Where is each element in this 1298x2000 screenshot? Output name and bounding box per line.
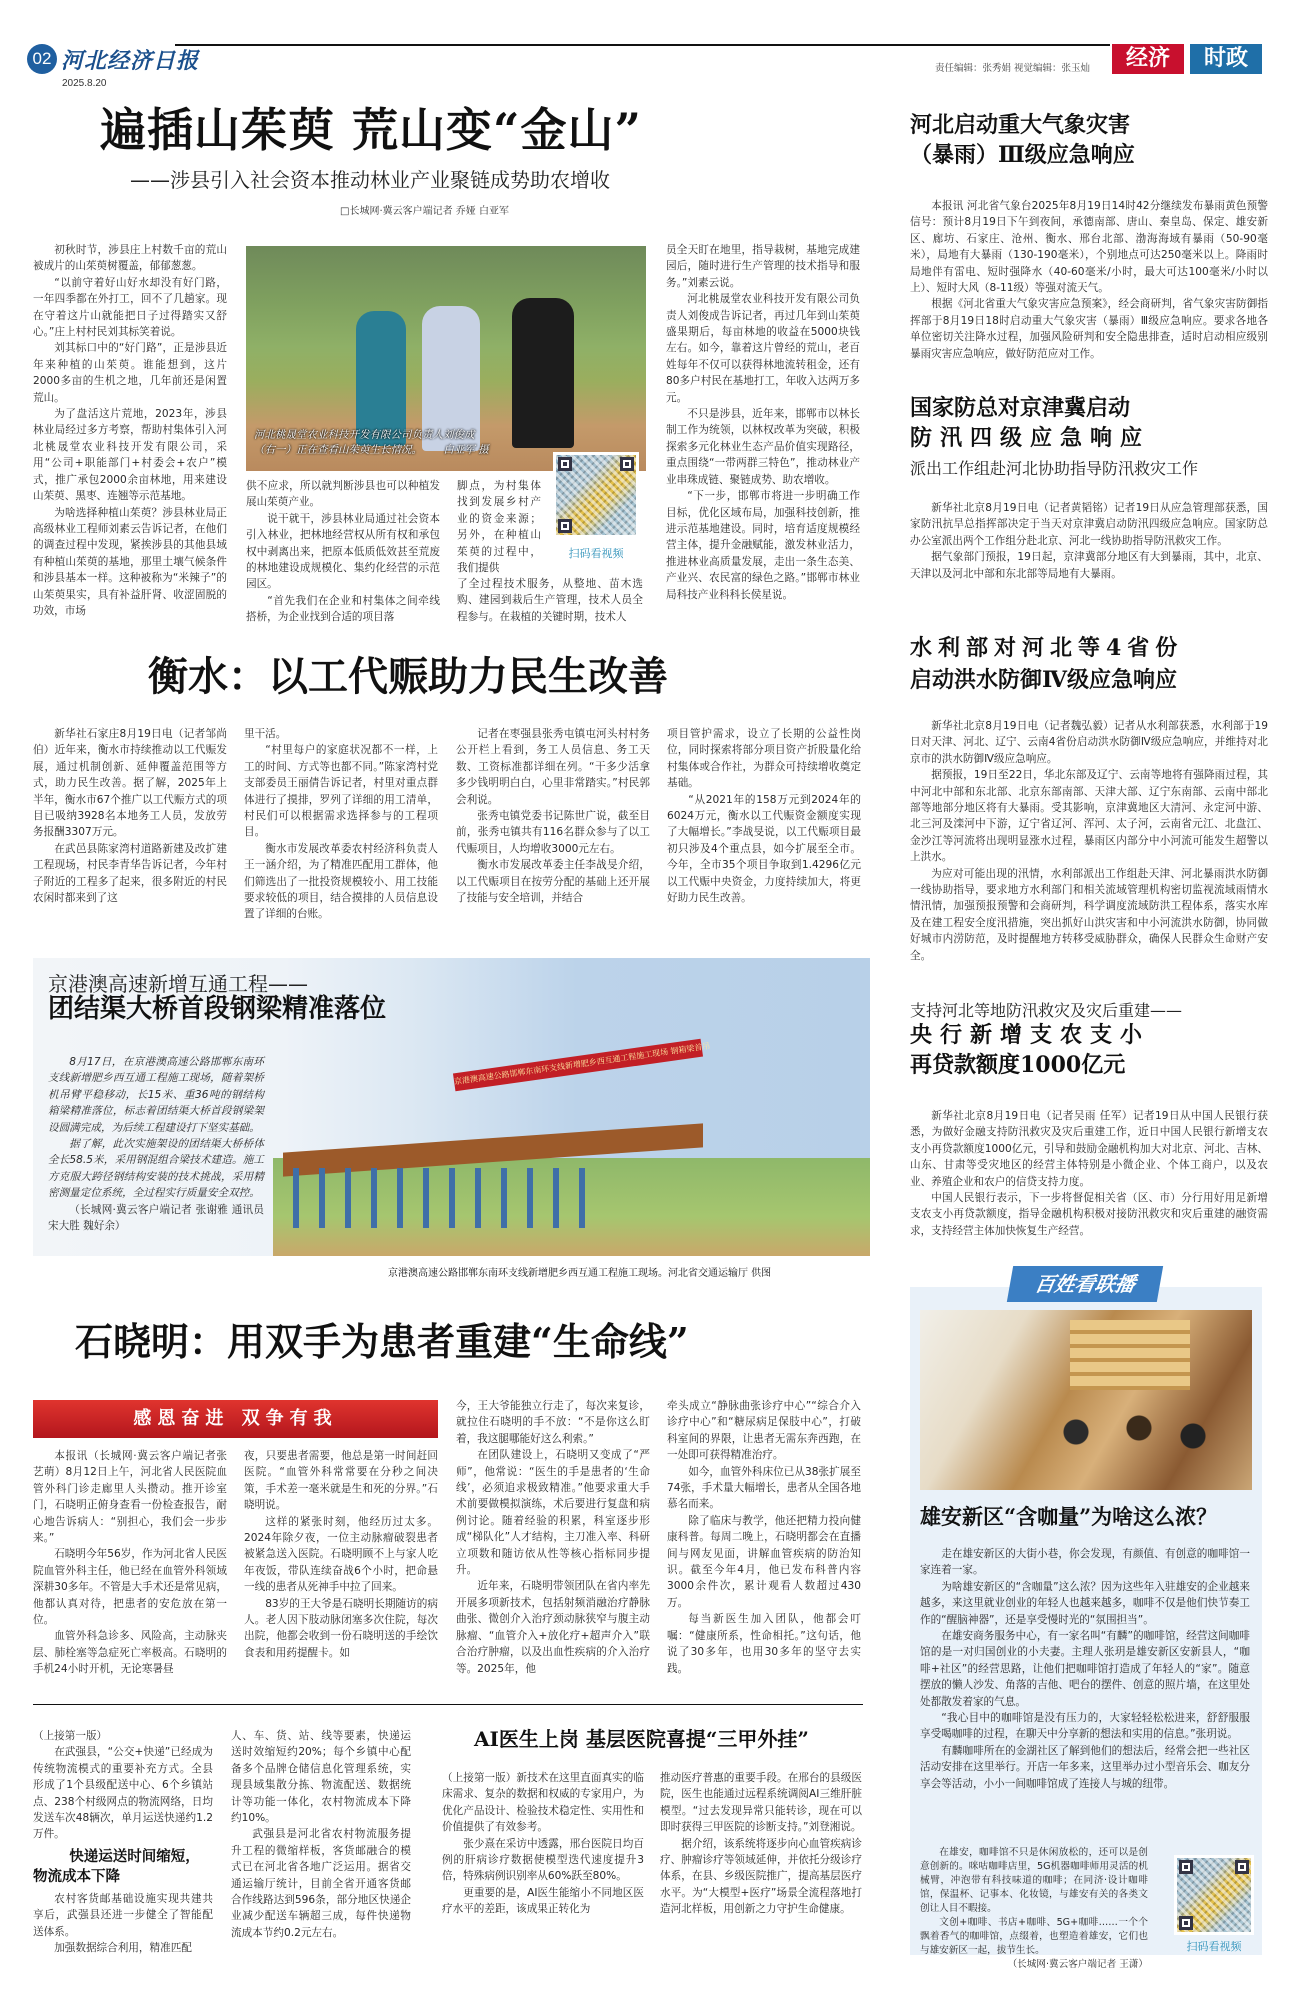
paragraph: 根据《河北省重大气象灾害应急预案》，经会商研判，省气象灾害防御指挥部于8月19日18时启动重大气象灾害（暴雨）Ⅲ级应急响应。要求各地各单位密切关注降水过程，加强风险研判和安全隐患排查，适时启动相应级别暴雨灾害应急响应，做好防范应对工作。 — [910, 298, 1268, 360]
paragraph: 脚点，为村集体找到发展乡村产业的资金来源；另外，在种植山茱萸的过程中，我们提供 — [457, 480, 541, 575]
section-tag-economy-label: 经济 — [1125, 46, 1170, 71]
photo-shelf — [1070, 1320, 1190, 1390]
weather-headline — [910, 110, 1135, 170]
pboc-headline-line1: 央行新增支农支小 — [910, 1022, 1151, 1048]
lead-column-3 — [457, 478, 541, 576]
water-resources-headline-line1: 水利部对河北等4省份 — [910, 635, 1184, 661]
paragraph: 新华社北京8月19日电（记者吴雨 任军）记者19日从中国人民银行获悉，为做好金融支持防汛救灾及灾后重建工作，近日中国人民银行新增支农支小再贷款额度1000亿元，引导和鼓励金融机构加大对北京、河北、吉林、山东、甘肃等受灾地区的经营主体特别是小微企业、个体工商户，以及农业、养殖企业和农户的信贷支持力度。 — [910, 1110, 1268, 1188]
photo-caption-line1: 河北桃晟堂农业科技开发有限公司负责人刘俊成 — [254, 429, 475, 441]
weather-headline-line2: （暴雨）Ⅲ级应急响应 — [910, 142, 1135, 168]
shi-headline: 石晓明：用双手为患者重建“生命线” — [75, 1319, 689, 1364]
paragraph: 在雄安，咖啡馆不只是休闲放松的，还可以是创意创新的。咪咕咖啡店里，5G机器咖啡师用灵活的机械臂，冲泡带有科技味道的咖啡；在同济·设计咖啡馆，保温杯、记事本、化妆镜，与雄安有关的各类文创让人目不暇接。 — [920, 1847, 1148, 1914]
flood-control-headline-line1: 国家防总对京津冀启动 — [910, 395, 1131, 421]
flood-control-headline — [910, 393, 1150, 453]
xiongan-banner-text: 百姓看联播 — [1032, 1272, 1138, 1296]
paragraph: “首先我们在企业和村集体之间牵线搭桥，为企业找到合适的项目落 — [246, 594, 440, 624]
paragraph: 8月17日，在京港澳高速公路邯郸东南环支线新增肥乡西互通工程施工现场，随着架桥机吊臂平稳移动，长15米、重36吨的钢结构箱梁精准落位，标志着团结渠大桥首段钢梁架设圆满完成，为后续工程建设打下坚实基础。 — [48, 1056, 264, 1134]
paragraph: （上接第一版）新技术在这里直面真实的临床需求、复杂的数据和权威的专家用户，为优化产品设计、检验技术稳定性、实用性和价值提供了有效参考。 — [442, 1772, 644, 1834]
paragraph: 新华社北京8月19日电（记者魏弘毅）记者从水利部获悉，水利部于19日对天津、河北、辽宁、云南4省份启动洪水防御Ⅳ级应急响应，并维持对北京市的洪水防御Ⅳ级应急响应。 — [910, 720, 1268, 765]
lead-qr-label: 扫码看视频 — [568, 547, 624, 560]
paragraph: 衡水市发展改革委主任李战旻介绍，以工代赈项目在按劳分配的基础上还开展了技能与安全培训，并结合 — [456, 859, 650, 905]
ai-column-2 — [660, 1770, 862, 1970]
express-subhead: 快递运送时间缩短，物流成本下降 — [33, 1848, 200, 1885]
paragraph: 张少熹在采访中透露，邢台医院日均百例的肝病诊疗数据使模型迭代速度提升3倍，特殊病例识别率从60%跃至80%。 — [442, 1837, 644, 1883]
paragraph: “以前守着好山好水却没有好门路，一年四季都在外打工，回不了几趟家。现在守着这片山就能把日子过得踏实又舒心。”庄上村村民刘其标笑着说。 — [33, 276, 227, 339]
section-tag-politics — [1190, 44, 1262, 74]
hengshui-column-3 — [456, 726, 650, 916]
paragraph: 在武邑县陈家湾村道路新建及改扩建工程现场，村民李青华告诉记者，今年村子附近的工程多了起来，很多附近的村民农闲时都来到了这 — [33, 842, 227, 905]
paragraph: 为了盘活这片荒地，2023年，涉县林业局经过多方考察，帮助村集体引入河北桃晟堂农业科技开发有限公司，采用“公司+职能部门+村委会+农户”模式，推广承包2000余亩林地，用来建设山茱萸、黑枣、连翘等示范基地。 — [33, 408, 227, 503]
paragraph: 在武强县，“公交+快递”已经成为传统物流模式的重要补充方式。全县形成了1个县级配送中心、6个乡镇站点、238个村级网点的物流网络，日均发送车次48辆次，单月运送快递约1.2万件。 — [33, 1746, 213, 1841]
paragraph: 今，王大爷能独立行走了，每次来复诊，就拉住石晓明的手不放：“不是你这么盯着，我这腿哪能好这么利索。” — [456, 1400, 650, 1445]
pboc-kicker: 支持河北等地防汛救灾及灾后重建—— — [910, 1001, 1183, 1020]
paragraph: 中国人民银行表示，下一步将督促相关省（区、市）分行用好用足新增支农支小再贷款额度，指导金融机构积极对接防汛救灾和灾后重建的融资需求，支持经营主体加快恢复生产经营。 — [910, 1192, 1268, 1237]
paragraph: 夜，只要患者需要，他总是第一时间赶回医院。“血管外科常常要在分秒之间决策，手术差一毫米就是生和死的分界。”石晓明说。 — [244, 1450, 438, 1512]
express-column-1 — [33, 1728, 213, 1996]
flood-control-headline-line2: 防汛四级应急响应 — [910, 425, 1151, 451]
shi-column-1 — [33, 1448, 227, 1678]
bridge-photo-red-banner — [453, 1039, 711, 1092]
paragraph: “下一步，邯郸市将进一步明确工作目标，优化区域布局，加强科技创新，推进示范基地建设。同时，培育适度规模经营主体，提升金融赋能，激发林业活力，推进林业高质量发展，走出一条生态美、产业兴、农民富的绿色之路。”邯郸市林业局科技产业科科长侯星说。 — [666, 490, 860, 601]
xiongan-headline: 雄安新区“含咖量”为啥这么浓？ — [920, 1504, 1218, 1529]
paragraph: 83岁的王大爷是石晓明长期随访的病人。老人因下肢动脉闭塞多次住院，每次出院，他都会收到一份石晓明送的手绘饮食表和用药提醒卡。如 — [244, 1597, 438, 1659]
shi-column-3 — [456, 1398, 650, 1678]
lead-column-3b — [457, 576, 643, 624]
paragraph: 农村客货邮基础设施实现共建共享后，武强县还进一步健全了智能配送体系。 — [33, 1892, 213, 1938]
paragraph: 这样的紧张时刻，他经历过太多。2024年除夕夜，一位主动脉瘤破裂患者被紧急送入医院。石晓明顾不上与家人吃年夜饭，带队连续奋战6个小时，把命悬一线的患者从死神手中拉了回来。 — [244, 1515, 438, 1594]
paragraph: 初秋时节，涉县庄上村数千亩的荒山被成片的山茱萸树覆盖，郁郁葱葱。 — [33, 244, 227, 273]
flood-control-subheadline: 派出工作组赴河北协助指导防汛救灾工作 — [910, 459, 1199, 478]
paragraph: （长城网·冀云客户端记者 张谢雅 通讯员 宋大胜 魏好余） — [48, 1203, 264, 1233]
pboc-body — [910, 1108, 1268, 1240]
paragraph: 为啥选择种植山茱萸？涉县林业局正高级林业工程师刘素云告诉记者，在他们的调查过程中发现，紧挨涉县的其他县域有种植山茱萸的基地，那里土壤气候条件和涉县基本一样。这种被称为“米辣子”的山茱萸果实，具有补益肝肾、收涩固脱的功效，市场 — [33, 506, 227, 617]
paragraph: 本报讯（长城网·冀云客户端记者张艺萌）8月12日上午，河北省人民医院血管外科门诊走廊里人头攒动。推开诊室门，石晓明正俯身查看一份检查报告，耐心地告诉病人：“别担心，我们会一步步来。” — [33, 1450, 227, 1545]
page-number-badge: 02 — [27, 44, 57, 74]
hengshui-column-2 — [244, 726, 438, 921]
paragraph: “从2021年的158万元到2024年的6024万元，衡水以工代赈资金额度实现了大幅增长。”李战旻说，以工代赈项目最初只涉及4个重点县，如今扩展至全市。今年，全市35个项目争取到1.4296亿元以工代赈中央资金，力度持续加大，将更好助力民生改善。 — [667, 793, 861, 905]
paragraph: 有麟咖啡所在的金湖社区了解到他们的想法后，经常会把一些社区活动安排在这里举行。开店一年多来，这里举办过小型音乐会、咖友分享会等活动，小小一间咖啡馆成了连接人与城的纽带。 — [920, 1744, 1250, 1790]
water-resources-headline — [910, 632, 1183, 696]
continued-from-label: （上接第一版） — [33, 1730, 108, 1742]
photo-credit: 白亚军 摄 — [443, 444, 489, 456]
paragraph: 为应对可能出现的汛情，水利部派出工作组赴天津、河北暴雨洪水防御一线协助指导，要求地方水利部门和相关流域管理机构密切监视流域雨情水情汛情，加强预报预警和会商研判，科学调度流域防洪工程体系，落实水库及在建工程安全度汛措施，突出抓好山洪灾害和中小河流洪水防御，协同做好城市内涝防范，及时提醒地方转移受威胁群众，确保人民群众生命财产安全。 — [910, 867, 1268, 962]
paragraph: 人、车、货、站、线等要素，快递运送时效缩短约20%；每个乡镇中心配备多个品牌仓储信息化管理系统，实现县域集散分拣、物流配送、数据统计等功能一体化，农村物流成本下降约10%。 — [231, 1730, 411, 1825]
lead-column-4 — [666, 242, 860, 624]
paragraph: 近年来，石晓明带领团队在省内率先开展多项新技术，包括射频消融治疗静脉曲张、微创介入治疗颈动脉狭窄与腹主动脉瘤、“血管介入+放化疗+超声介入”联合治疗肿瘤，以及出血性疾病的介入治疗等。2025年，他 — [456, 1580, 650, 1675]
ai-column-1 — [442, 1770, 644, 1970]
photo-people — [1040, 1400, 1220, 1480]
xiongan-body — [920, 1546, 1250, 1846]
paragraph: 除了临床与教学，他还把精力投向健康科普。每周二晚上，石晓明都会在直播间与网友见面，讲解血管疾病的防治知识。截至今年4月，他已发布科普内容3000余件次，累计观看人数超过430万。 — [667, 1514, 861, 1609]
editors-credit: 责任编辑：张秀娟 视觉编辑：张玉灿 — [935, 63, 1091, 74]
paragraph: 在雄安商务服务中心，有一家名叫“有麟”的咖啡馆，经营这间咖啡馆的是一对归国创业的小夫妻。主理人张玥是雄安新区安新县人，“咖啡+社区”的经营思路，让他们把咖啡馆打造成了年轻人的“家”。随意摆放的懒人沙发、角落的吉他、吧台的摆件、创意的照片墙，在这里处处都散发着家的气息。 — [920, 1630, 1250, 1708]
lead-qr-code[interactable] — [553, 452, 639, 538]
paragraph: 据气象部门预报，19日起，京津冀部分地区有大到暴雨，其中，北京、天津以及河北中部和东北部等局地有大暴雨。 — [910, 551, 1268, 580]
bridge-kicker: 京港澳高速新增互通工程—— — [48, 972, 308, 996]
express-column-2 — [231, 1728, 411, 1996]
xiongan-qr-label: 扫码看视频 — [1186, 1940, 1242, 1953]
paragraph: 衡水市发展改革委农村经济科负责人王一涵介绍，为了精准匹配用工群体，他们筛选出了一批投资规模较小、用工技能要求较低的项目，结合摸排的人员信息设置了详细的台账。 — [244, 842, 438, 921]
paragraph: 推动医疗普惠的重要手段。在邢台的县级医院，医生也能通过远程系统调阅AI三维肝脏模型。“过去发现异常只能转诊，现在可以即时获得三甲医院的诊断支持。”刘登湘说。 — [660, 1772, 862, 1834]
xiongan-photo — [920, 1310, 1252, 1490]
pboc-headline-line2: 再贷款额度1000亿元 — [910, 1052, 1126, 1078]
paragraph: 据了解，此次实施架设的团结渠大桥桥体全长58.5米，采用钢混组合梁技术建造。施工方克服大跨径钢结构安装的技术挑战，采用精密测量定位系统，全过程实行质量安全双控。 — [48, 1138, 264, 1200]
hengshui-headline: 衡水：以工代赈助力民生改善 — [148, 653, 668, 700]
paragraph: 据预报，19日至22日，华北东部及辽宁、云南等地将有强降雨过程，其中河北中部和东北部、北京东部南部、天津大部、辽宁东南部、云南中部北部等地部分地区将有大暴雨。受其影响，京津冀地区大清河、永定河中游、北三河及滦河中下游，辽宁省辽河、浑河、太子河，云南省元江、北盘江、金沙江等河流将出现明显涨水过程，暴雨区内部分中小河流可能发生超警以上洪水。 — [910, 769, 1268, 864]
lead-column-2 — [246, 478, 440, 624]
water-resources-body — [910, 718, 1268, 974]
lead-subheadline: ——涉县引入社会资本推动林业产业聚链成势助农增收 — [130, 168, 610, 192]
paragraph: 供不应求，所以就判断涉县也可以种植发展山茱萸产业。 — [246, 480, 440, 509]
hengshui-column-1 — [33, 726, 227, 916]
lead-headline: 遍插山茱萸 荒山变“金山” — [100, 103, 642, 157]
paragraph: 张秀屯镇党委书记陈世广说，截至目前，张秀屯镇共有116名群众参与了以工代赈项目，人均增收3000元左右。 — [456, 810, 650, 855]
xiongan-credit: （长城网·冀云客户端记者 王潇） — [1007, 1959, 1148, 1970]
bridge-body — [48, 1054, 264, 1250]
flood-control-body — [910, 500, 1268, 604]
xiongan-body-lower — [920, 1846, 1148, 1970]
paragraph: 新华社石家庄8月19日电（记者邹尚伯）近年来，衡水市持续推动以工代赈发展，通过机制创新、延伸覆盖范围等方式，助力民生改善。据了解，2025年上半年，衡水市67个推广以工代赈方式的项目已吸纳3928名本地务工人员，发放劳务报酬3307万元。 — [33, 728, 227, 839]
paragraph: 加强数据综合利用，精准匹配 — [54, 1942, 192, 1955]
section-divider — [33, 1704, 863, 1705]
bridge-banner-text: 京港澳高速公路邯郸东南环支线新增肥乡西互通工程施工现场 钢箱梁首吊 — [453, 1041, 711, 1087]
paragraph: 走在雄安新区的大街小巷，你会发现，有颜值、有创意的咖啡馆一家连着一家。 — [920, 1548, 1250, 1577]
bridge-headline: 团结渠大桥首段钢梁精准落位 — [48, 994, 387, 1024]
shi-column-2 — [244, 1448, 438, 1678]
bridge-photo-caption: 京港澳高速公路邯郸东南环支线新增肥乡西互通工程施工现场。河北省交通运输厅 供图 — [388, 1268, 772, 1279]
paragraph: 血管外科急诊多、风险高，主动脉夹层、肺栓塞等急症死亡率极高。石晓明的手机24小时开机，无论寒暑昼 — [33, 1630, 227, 1676]
paragraph: 每当新医生加入团队，他都会叮嘱：“健康所系，性命相托。”这句话，他说了30多年，也用30多年的坚守去实践。 — [667, 1613, 861, 1675]
paragraph: 河北桃晟堂农业科技开发有限公司负责人刘俊成告诉记者，再过几年到山茱萸盛果期后，每亩林地的收益在5000块钱左右。如今，靠着这片曾经的荒山，老百姓每年不仅可以获得林地流转租金，还有80多户村民在基地打工，年收入达两万多元。 — [666, 293, 860, 404]
weather-headline-line1: 河北启动重大气象灾害 — [910, 112, 1131, 138]
masthead-rule — [175, 44, 1110, 46]
section-tag-economy — [1112, 44, 1184, 74]
lead-byline: □长城网·冀云客户端记者 乔娅 白亚军 — [340, 206, 509, 217]
paragraph: 说干就干，涉县林业局通过社会资本引入林业，把林地经营权从所有权和承包权中剥离出来，把原本低质低效甚至荒废的林地建设成规模化、集约化经营的示范园区。 — [246, 512, 440, 591]
paragraph: 为啥雄安新区的“含咖量”这么浓？因为这些年入驻雄安的企业越来越多，来这里就业创业的年轻人也越来越多，咖啡不仅是他们快节奏工作的“醒脑神器”，还是享受慢时光的“氛围担当”。 — [920, 1580, 1250, 1626]
section-tag-politics-label: 时政 — [1203, 46, 1248, 71]
water-resources-headline-line2: 启动洪水防御Ⅳ级应急响应 — [910, 667, 1177, 693]
photo-person-left — [356, 311, 406, 446]
paragraph: 不只是涉县，近年来，邯郸市以林长制工作为统领，以林权改革为突破，积极探索多元化林业生态产品价值实现路径，重点围绕“一带两群三特色”，推动林业产业串珠成链、聚链成势、助农增收。 — [666, 408, 860, 486]
photo-person-right — [512, 298, 574, 448]
shi-banner — [33, 1400, 438, 1438]
paragraph: 项目管护需求，设立了长期的公益性岗位，同时探索将部分项目资产折股量化给村集体或合作社，为群众可持续增收奠定基础。 — [667, 728, 861, 790]
paragraph: 新华社北京8月19日电（记者黄韬铭）记者19日从应急管理部获悉，国家防汛抗旱总指挥部决定于当天对京津冀启动防汛四级应急响应。国家防总办公室派出两个工作组分赴北京、河北一线协助指导防汛救灾工作。 — [910, 502, 1268, 547]
paper-name-logo: 河北经济日报 — [61, 48, 200, 74]
paragraph: 如今，血管外科床位已从38张扩展至74张，手术量大幅增长，患者从全国各地慕名而来。 — [667, 1465, 861, 1511]
ai-headline: AI医生上岗 基层医院喜提“三甲外挂” — [474, 1727, 809, 1751]
paragraph: 在团队建设上，石晓明又变成了“严师”，他常说：“医生的手是患者的‘生命线’，必须追求极致精准。”他要求重大手术前要做模拟演练，术后要进行复盘和病例讨论。随着经验的积累，科室逐步形成“梯队化”人才结构，主刀准入率、科研立项数和随访依从性等核心指标同步提升。 — [456, 1449, 650, 1577]
paragraph: 本报讯 河北省气象台2025年8月19日14时42分继续发布暴雨黄色预警信号：预计8月19日下午到夜间，承德南部、唐山、秦皇岛、保定、雄安新区、廊坊、石家庄、沧州、衡水、邢台北部、渤海海域有暴雨（50-90毫米），局地有大暴雨（130-190毫米），个别地点可达250毫米以上。降雨时局地伴有雷电、短时强降水（40-60毫米/小时，最大可达100毫米/小时以上）、短时大风（8-11级）等强对流天气。 — [910, 200, 1268, 295]
issue-date: 2025.8.20 — [62, 78, 107, 89]
paragraph: 了全过程技术服务，从整地、苗木选购、建园到栽后生产管理，技术人员全程参与。在栽植的关键时期，技术人 — [457, 578, 643, 623]
xiongan-qr-code[interactable] — [1174, 1855, 1254, 1935]
hengshui-column-4 — [667, 726, 861, 916]
shi-banner-text: 感恩奋进 双争有我 — [133, 1408, 338, 1429]
lead-column-1 — [33, 242, 227, 624]
photo-caption-line2: （右一）正在查看山茱萸生长情况。 — [254, 444, 422, 456]
pboc-headline — [910, 1020, 1150, 1080]
paragraph: 记者在枣强县张秀屯镇屯河头村村务公开栏上看到，务工人员信息、务工天数、工资标准都详细在列。“干多少活拿多少钱明明白白，心里非常踏实。”村民郭会利说。 — [456, 728, 650, 806]
weather-body — [910, 198, 1268, 380]
paragraph: 据介绍，该系统将逐步向心血管疾病诊疗、肿瘤诊疗等领域延伸，并依托分级诊疗体系，在县、乡级医院推广，提高基层医疗水平。为“大模型+医疗”场景全流程落地打造河北样板，用创新之力守护生命健康。 — [660, 1837, 862, 1916]
paragraph: 刘其标口中的“好门路”，正是涉县近年来种植的山茱萸。谁能想到，这片2000多亩的生机之地，几年前还是闲置荒山。 — [33, 342, 227, 404]
paragraph: 更重要的是，AI医生能缩小不同地区医疗水平的差距，该成果正转化为 — [442, 1886, 644, 1916]
photo-caption — [254, 428, 489, 458]
xiongan-banner — [1007, 1266, 1163, 1302]
lead-photo — [246, 246, 646, 471]
paragraph: 武强县是河北省农村物流服务提升工程的微缩样板，客货邮融合的模式已在河北省各地广泛运用。据省交通运输厅统计，目前全省开通客货邮合作线路达到596条，部分地区快递企业减少配送车辆超三成，每件快递物流成本节约0.2元左右。 — [231, 1828, 411, 1939]
shi-column-4 — [667, 1398, 861, 1678]
bridge-photo-piers — [293, 1168, 593, 1228]
paragraph: 文创+咖啡、书店+咖啡、5G+咖啡……一个个飘着香气的咖啡馆，点缀着，也塑造着雄安，它们也与雄安新区一起，拔节生长。 — [920, 1917, 1148, 1956]
paragraph: 员全天盯在地里，指导栽树，基地完成建园后，随时进行生产管理的技术指导和服务。”刘素云说。 — [666, 244, 860, 289]
paragraph: 牵头成立“静脉曲张诊疗中心”“综合介入诊疗中心”和“糖尿病足保肢中心”，打破科室间的界限，让患者无需东奔西跑，在一处即可获得精准治疗。 — [667, 1400, 861, 1462]
paragraph: 里干活。 — [244, 728, 287, 740]
paragraph: “我心目中的咖啡馆是没有压力的，大家轻轻松松进来，舒舒服服享受喝咖啡的过程，在聊天中分享新的想法和实用的信息。”张玥说。 — [920, 1712, 1250, 1741]
paragraph: 石晓明今年56岁，作为河北省人民医院血管外科主任，他已经在血管外科领域深耕30多年。不管是大手术还是常见病，他都认真对待，把患者的安危放在第一位。 — [33, 1548, 227, 1627]
paragraph: “村里每户的家庭状况都不一样，上工的时间、方式等也都不同。”陈家湾村党支部委员王丽倩告诉记者，村里对重点群体进行了摸排，罗列了详细的用工清单，村民们可以根据需求选择参与的工程项目。 — [244, 744, 438, 839]
